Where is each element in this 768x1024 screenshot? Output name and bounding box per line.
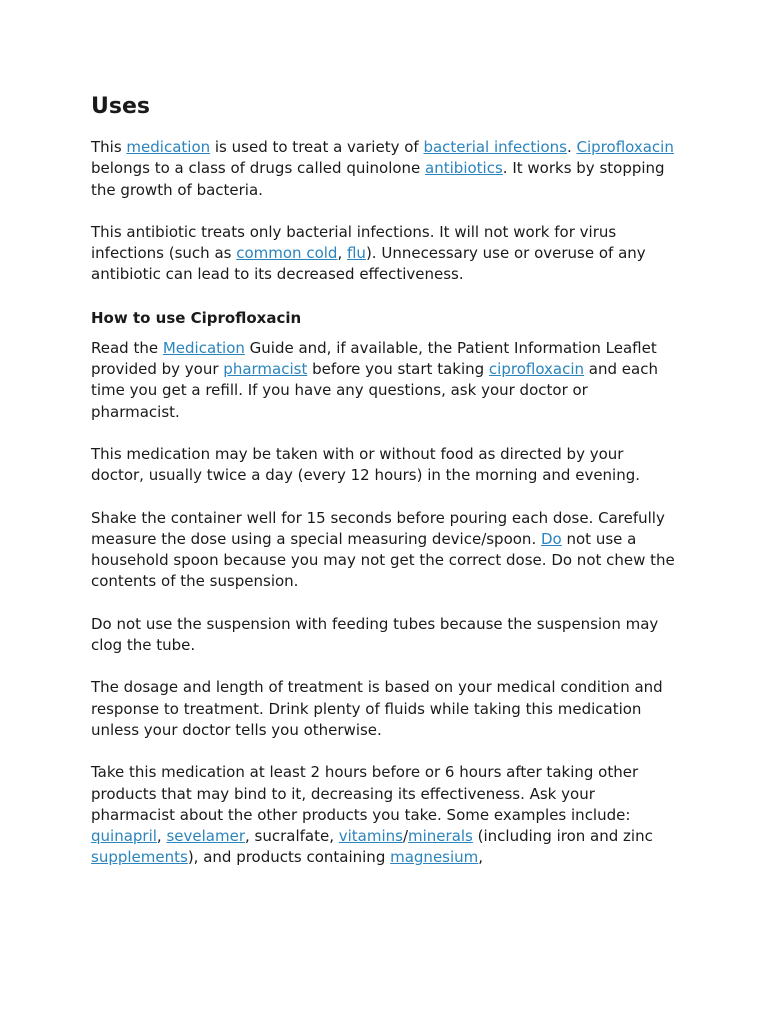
page-title: Uses (91, 94, 150, 119)
link-sevelamer[interactable]: sevelamer (166, 827, 245, 846)
link-flu[interactable]: flu (346, 244, 366, 263)
text: not use a household spoon because you may not get the correct dose. Do not chew the contents of the suspension. (91, 529, 675, 591)
text: , (478, 848, 484, 867)
link-magnesium[interactable]: magnesium (390, 848, 479, 867)
text: , (337, 244, 347, 263)
text: . (566, 138, 577, 156)
text: Take this medication at least 2 hours before or 6 hours after taking other products that may bind to it, decreasing its effectiveness. Ask your pharmacist about the other products you take. Some examples include: (91, 763, 639, 824)
text: before you start taking (307, 360, 489, 379)
paragraph-shake (91, 508, 681, 593)
paragraph-food: This medication may be taken with or without food as directed by your doctor, usually twice a day (every 12 hours) in the morning and evening. (91, 444, 641, 485)
paragraph-feeding-tubes: Do not use the suspension with feeding tubes because the suspension may clog the tube. (91, 614, 659, 655)
link-pharmacist[interactable]: pharmacist (223, 360, 308, 379)
paragraph-uses (91, 137, 681, 201)
text: Read the (91, 338, 163, 357)
link-do[interactable]: Do (540, 529, 562, 548)
paragraph-antibiotic-warning (91, 222, 681, 286)
text: ). Unnecessary use or overuse of any antibiotic can lead to its decreased effectiveness. (91, 244, 646, 284)
link-vitamins[interactable]: vitamins (338, 827, 403, 846)
link-supplements[interactable]: supplements (91, 848, 188, 867)
text: is used to treat a variety of (210, 138, 424, 156)
paragraph-interactions (91, 762, 681, 868)
link-medication[interactable]: medication (126, 138, 211, 156)
text: This antibiotic treats only bacterial infections. It will not work for virus infections (such as (91, 222, 617, 263)
link-minerals[interactable]: minerals (408, 827, 473, 846)
text: , sucralfate, (244, 827, 339, 846)
section-heading-how-to-use: How to use Ciprofloxacin (91, 308, 302, 327)
link-ciprofloxacin-lower[interactable]: ciprofloxacin (488, 360, 585, 379)
text: , (156, 827, 167, 846)
text: This (91, 138, 127, 156)
text: Shake the container well for 15 seconds before pouring each dose. Carefully measure the dose using a special measuring device/spoon. (91, 508, 665, 548)
link-antibiotics[interactable]: antibiotics (425, 159, 503, 178)
text: Guide and, if available, the Patient Information Leaflet provided by your (91, 338, 657, 379)
link-common-cold[interactable]: common cold (236, 244, 338, 263)
paragraph-dosage: The dosage and length of treatment is based on your medical condition and response to treatment. Drink plenty of fluids while taking this medication unless your doctor tells you otherwise. (91, 678, 663, 739)
link-quinapril[interactable]: quinapril (91, 827, 157, 846)
text: ), and products containing (187, 848, 391, 867)
text: / (402, 827, 409, 846)
paragraph-medication-guide (91, 338, 681, 423)
text: . It works by stopping the growth of bacteria. (91, 159, 665, 199)
link-bacterial-infections[interactable]: bacterial infections (423, 138, 567, 156)
document-page (91, 92, 681, 890)
text: (including iron and zinc (472, 827, 653, 846)
link-ciprofloxacin[interactable]: Ciprofloxacin (576, 138, 674, 156)
text: belongs to a class of drugs called quinolone (91, 159, 426, 178)
text: and each time you get a refill. If you have any questions, ask your doctor or pharmacist. (91, 360, 658, 421)
link-medication-guide[interactable]: Medication (162, 338, 245, 357)
